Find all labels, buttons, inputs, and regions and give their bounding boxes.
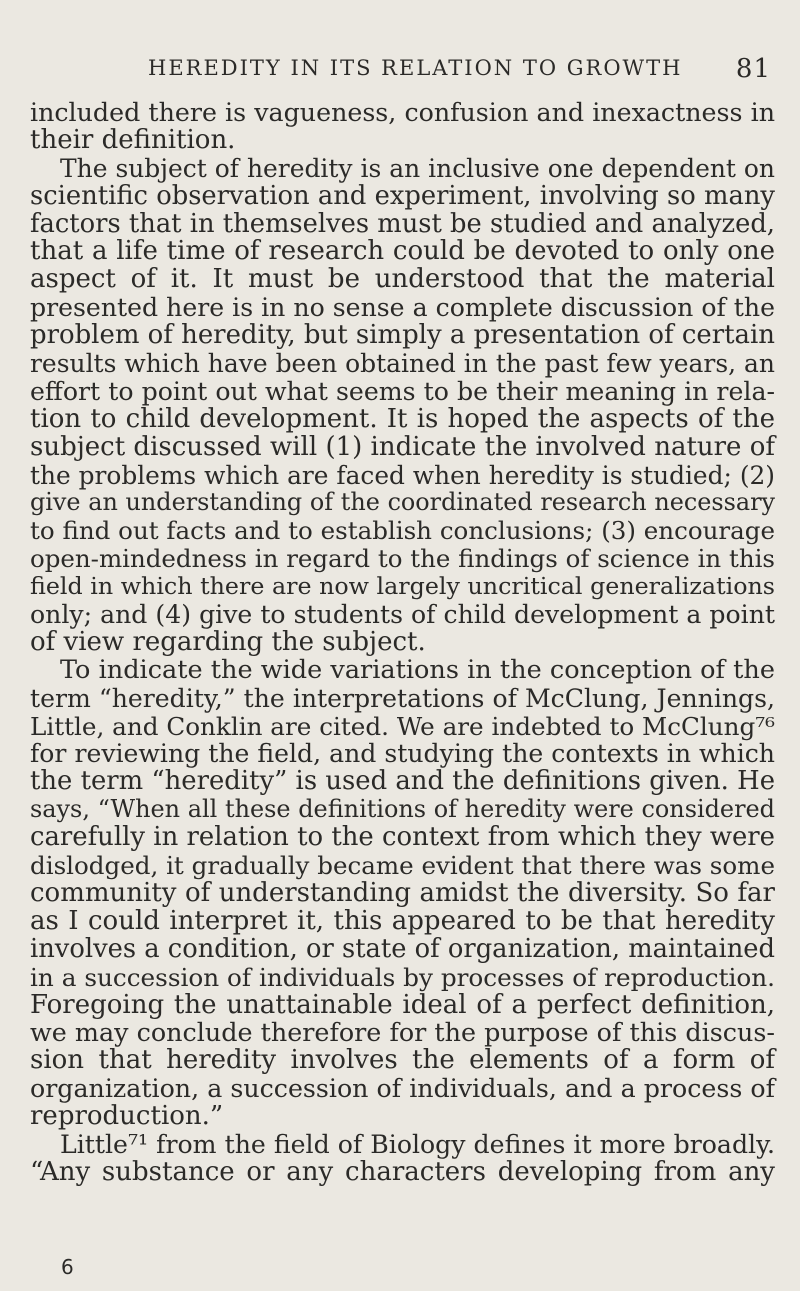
text-line: dislodged, it gradually became evident that there was some	[30, 851, 775, 881]
text-line: only; and (4) give to students of child development a point	[30, 600, 775, 630]
text-line: results which have been obtained in the past few years, an	[30, 349, 775, 379]
text-line: Little⁷¹ from the field of Biology defines it more broadly.	[60, 1129, 775, 1159]
text-line: says, “When all these definitions of heredity were considered	[30, 795, 775, 824]
text-line: problem of heredity, but simply a presentation of certain	[30, 320, 775, 351]
text-line: Little, and Conklin are cited. We are indebted to McClung⁷⁶	[30, 711, 775, 741]
text-line: The subject of heredity is an inclusive one dependent on	[60, 153, 775, 183]
text-line: included there is vagueness, confusion and inexactness in	[30, 98, 775, 127]
text-line: factors that in themselves must be studied and analyzed,	[30, 208, 775, 239]
text-line: field in which there are now largely uncritical generalizations	[30, 572, 775, 601]
text-line: for reviewing the field, and studying the contexts in which	[30, 739, 775, 769]
text-line: of view regarding the subject.	[30, 626, 426, 657]
text-line: community of understanding amidst the diversity. So far	[30, 877, 775, 908]
text-line: subject discussed will (1) indicate the involved nature of	[30, 431, 775, 462]
text-line: term “heredity,” the interpretations of McClung, Jennings,	[30, 683, 775, 713]
text-line: as I could interpret it, this appeared to be that heredity	[30, 905, 775, 936]
text-line: organization, a succession of individuals, and a process of	[30, 1074, 775, 1104]
text-line: the problems which are faced when heredity is studied; (2)	[30, 460, 775, 490]
text-line: open-mindedness in regard to the findings of science in this	[30, 544, 775, 574]
running-title: HEREDITY IN ITS RELATION TO GROWTH	[148, 56, 683, 80]
page-header	[148, 56, 771, 90]
text-line: reproduction.”	[30, 1101, 224, 1132]
body-text	[30, 99, 775, 1187]
text-line: presented here is in no sense a complete discussion of the	[30, 293, 775, 323]
text-line: carefully in relation to the context from which they were	[30, 822, 775, 853]
text-line: sion that heredity involves the elements of a form of	[30, 1045, 775, 1076]
text-line: “Any substance or any characters developing from any	[30, 1156, 775, 1187]
text-line: that a life time of research could be devoted to only one	[30, 236, 775, 267]
text-line: their definition.	[30, 124, 236, 155]
page-number: 81	[735, 54, 771, 84]
text-line: scientific observation and experiment, involving so many	[30, 180, 775, 211]
text-line: involves a condition, or state of organization, maintained	[30, 933, 775, 964]
text-line: we may conclude therefore for the purpose of this discus-	[30, 1017, 775, 1048]
signature-mark: 6	[61, 1255, 74, 1279]
text-line: To indicate the wide variations in the conception of the	[60, 654, 775, 685]
text-line: effort to point out what seems to be their meaning in rela-	[30, 376, 775, 406]
text-line: give an understanding of the coordinated research necessary	[30, 488, 775, 517]
text-line: aspect of it. It must be understood that the material	[30, 264, 775, 295]
text-line: to find out facts and to establish conclusions; (3) encourage	[30, 516, 775, 546]
text-line: in a succession of individuals by processes of reproduction.	[30, 962, 775, 992]
text-line: tion to child development. It is hoped the aspects of the	[30, 403, 775, 434]
text-line: the term “heredity” is used and the definitions given. He	[30, 766, 775, 797]
text-line: Foregoing the unattainable ideal of a perfect definition,	[30, 989, 775, 1020]
